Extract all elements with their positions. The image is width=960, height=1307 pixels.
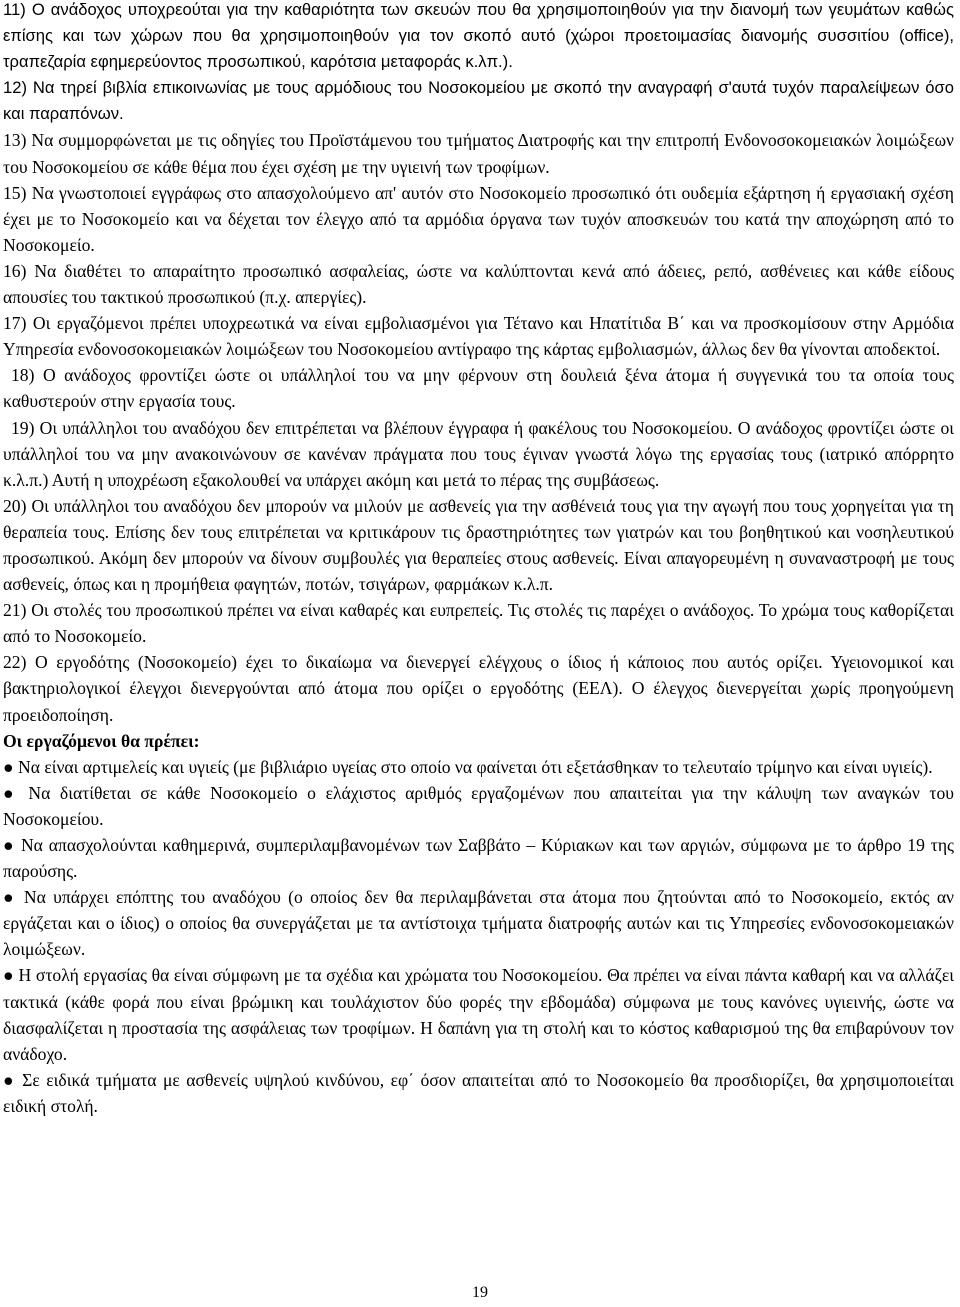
paragraph-22: 22) Ο εργοδότης (Νοσοκομείο) έχει το δικαίωμα να διενεργεί ελέγχους ο ίδιος ή κάποιος που αυτός ορίζει. Υγειονομικοί και βακτηριολογικοί έλεγχοι διενεργούνται από άτομα που ορίζει ο εργοδότης (ΕΕΛ). Ο έλεγχος διενεργείται χωρίς προηγούμενη προειδοποίηση. [3,652,954,725]
bullet-item: ● Να είναι αρτιμελείς και υγιείς (με βιβλιάριο υγείας στο οποίο να φαίνεται ότι εξετάσθηκαν το τελευταίο τρίμηνο και είναι υγιείς). [3,756,933,777]
paragraph-19: 19) Οι υπάλληλοι του αναδόχου δεν επιτρέπεται να βλέπουν έγγραφα ή φακέλους του Νοσοκομείου. Ο ανάδοχος φροντίζει ώστε οι υπάλληλοί του να μην ανακοινώνουν σε κανέναν πράγματα που τους έγιναν γνωστά λόγω της εργασίας τους (ιατρικό απόρρητο κ.λ.π.) Αυτή η υποχρέωση εξακολουθεί να υπάρχει ακόμη και μετά το πέρας της συμβάσεως. [3,417,954,490]
paragraph-11: 11) Ο ανάδοχος υποχρεούται για την καθαριότητα των σκευών που θα χρησιμοποιηθούν για την διανομή των γευμάτων καθώς επίσης και των χώρων που θα χρησιμοποιηθούν για τον σκοπό αυτό (χώροι προετοιμασίας διανομής συσσιτίου (office), τραπεζαρία εφημερεύοντος προσωπικού, καρότσια μεταφοράς κ.λπ.). [3,0,954,72]
paragraph-20: 20) Οι υπάλληλοι του αναδόχου δεν μπορούν να μιλούν με ασθενείς για την ασθένειά τους για την αγωγή που τους χορηγείται για τη θεραπεία τους. Επίσης δεν τους επιτρέπεται να κριτικάρουν τις δραστηριότητες των γιατρών και του βοηθητικού και νοσηλευτικού προσωπικού. Ακόμη δεν μπορούν να δίνουν συμβουλές για θεραπείες στους ασθενείς. Είναι απαγορευμένη η συναναστροφή με τους ασθενείς, όπως και η προμήθεια φαγητών, ποτών, τσιγάρων, φαρμάκων κ.λ.π. [3,495,954,595]
bullet-item: ● Να διατίθεται σε κάθε Νοσοκομείο ο ελάχιστος αριθμός εργαζομένων που απαιτείται για την κάλυψη των αναγκών του Νοσοκομείου. [3,782,954,829]
paragraph-15: 15) Να γνωστοποιεί εγγράφως στο απασχολούμενο απ' αυτόν στο Νοσοκομείο προσωπικό ότι ουδεμία εξάρτηση ή εργασιακή σχέση έχει με το Νοσοκομείο και να δέχεται τον έλεγχο από τα αρμόδια όργανα των τυχόν αποσκευών του κατά την αποχώρηση από το Νοσοκομείο. [3,182,954,255]
paragraph-12: 12) Να τηρεί βιβλία επικοινωνίας με τους αρμόδιους του Νοσοκομείου με σκοπό την αναγραφή σ'αυτά τυχόν παραλείψεων όσο και παραπόνων. [3,78,954,124]
paragraph-13: 13) Να συμμορφώνεται με τις οδηγίες του Προϊστάμενου του τμήματος Διατροφής και την επιτροπή Ενδονοσοκομειακών λοιμώξεων του Νοσοκομείου σε κάθε θέμα που έχει σχέση με την υγιεινή των τροφίμων. [3,130,954,177]
paragraph-17: 17) Οι εργαζόμενοι πρέπει υποχρεωτικά να είναι εμβολιασμένοι για Τέτανο και Ηπατίτιδα Β΄ και να προσκομίσουν στην Αρμόδια Υπηρεσία ενδονοσοκομειακών λοιμώξεων του Νοσοκομείου αντίγραφο της κάρτας εμβολιασμών, άλλως δεν θα γίνονται αποδεκτοί. [3,313,954,360]
bullet-item: ● Να απασχολούνται καθημερινά, συμπεριλαμβανομένων των Σαββάτο – Κύριακων και των αργιών, σύμφωνα με το άρθρο 19 της παρούσης. [3,835,954,882]
paragraph-18: 18) Ο ανάδοχος φροντίζει ώστε οι υπάλληλοί του να μην φέρνουν στη δουλειά ξένα άτομα ή συγγενικά του τα οποία τους καθυστερούν στην εργασία τους. [3,365,954,412]
paragraph-21: 21) Οι στολές του προσωπικού πρέπει να είναι καθαρές και ευπρεπείς. Τις στολές τις παρέχει ο ανάδοχος. Το χρώμα τους καθορίζεται από το Νοσοκομείο. [3,600,954,647]
bullet-item: ● Η στολή εργασίας θα είναι σύμφωνη με τα σχέδια και χρώματα του Νοσοκομείου. Θα πρέπει να είναι πάντα καθαρή και να αλλάζει τακτικά (κάθε φορά που είναι βρώμικη και τουλάχιστον δύο φορές την εβδομάδα) σύμφωνα με τους κανόνες υγιεινής, ώστε να διασφαλίζεται η προστασία της ασφάλειας των τροφίμων. Η δαπάνη για τη στολή και το κόστος καθαρισμού της θα επιβαρύνουν τον ανάδοχο. [3,965,954,1064]
paragraph-16: 16) Να διαθέτει το απαραίτητο προσωπικό ασφαλείας, ώστε να καλύπτονται κενά από άδειες, ρεπό, ασθένειες και κάθε είδους απουσίες του τακτικού προσωπικού (π.χ. απεργίες). [3,260,954,308]
bullet-item: ● Σε ειδικά τμήματα με ασθενείς υψηλού κινδύνου, εφ΄ όσον απαιτείται από το Νοσοκομείο θα προσδιορίζει, θα χρησιμοποιείται ειδική στολή. [3,1069,954,1116]
page-number: 19 [472,1284,488,1301]
bullet-item: ● Να υπάρχει επόπτης του αναδόχου (ο οποίος δεν θα περιλαμβάνεται στα άτομα που ζητούνται από το Νοσοκομείο, εκτός αν εργάζεται και ο ίδιος) ο οποίος θα συνεργάζεται με τα αντίστοιχα τμήματα διατροφής αυτών και τις Υπηρεσίες ενδονοσοκομειακών λοιμώξεων. [3,887,954,960]
section-heading: Οι εργαζόμενοι θα πρέπει: [3,730,200,751]
